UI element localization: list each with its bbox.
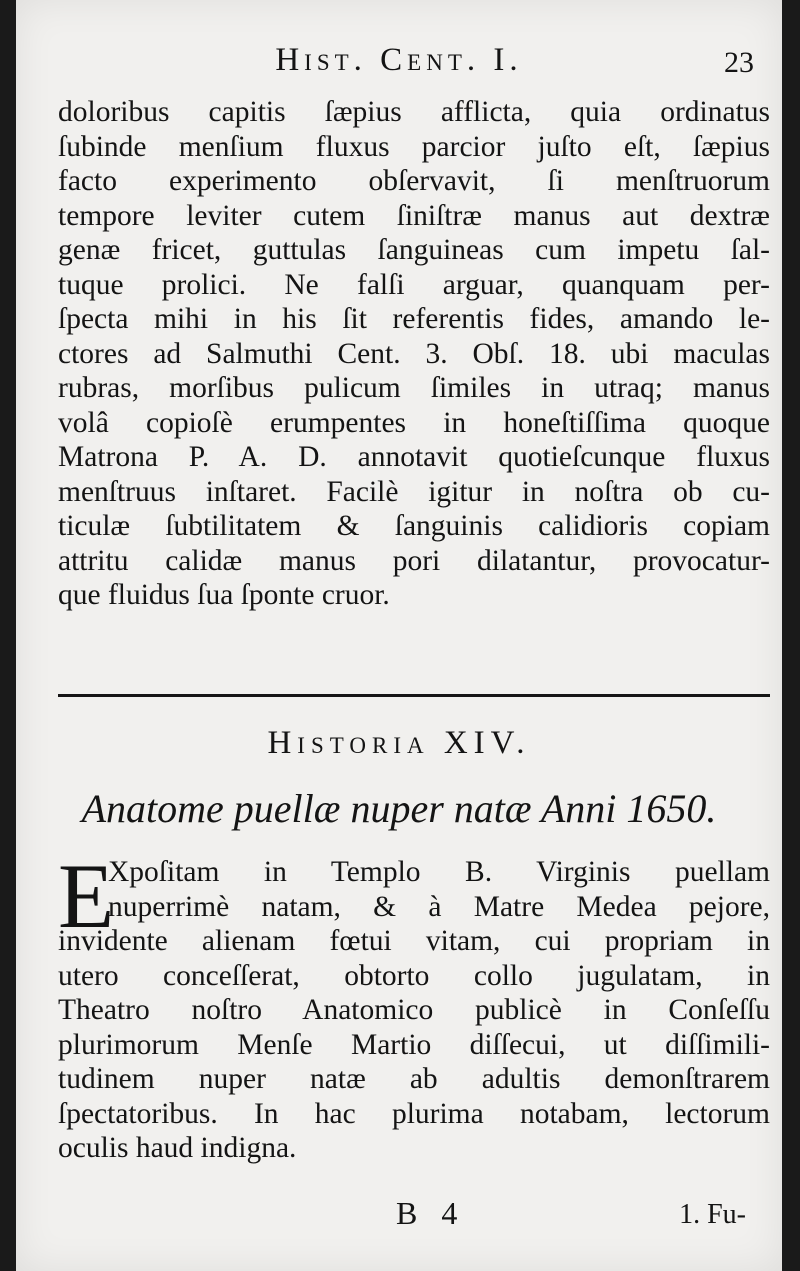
text-line: volâ copioſè erumpentes in honeſtiſſima quoque bbox=[58, 406, 770, 439]
text-line: genæ fricet, guttulas ſanguineas cum impetu ſal- bbox=[58, 234, 770, 266]
text-line: Theatro noſtro Anatomico publicè in Conſeſſu bbox=[58, 994, 770, 1026]
signature-mark: B 4 bbox=[396, 1195, 466, 1231]
text-line: doloribus capitis ſæpius afflicta, quia ordinatus bbox=[58, 96, 770, 128]
text-line: tempore leviter cutem ſiniſtræ manus aut dextræ bbox=[58, 199, 770, 232]
text-line: tudinem nuper natæ ab adultis demonſtrarem bbox=[58, 1063, 770, 1095]
paragraph-continued bbox=[58, 95, 770, 613]
running-title: Hist. Cent. I. bbox=[275, 42, 523, 78]
page-footer bbox=[16, 1195, 782, 1235]
text-line: menſtruus inſtaret. Facilè igitur in noſtra ob cu- bbox=[58, 475, 770, 508]
text-line: ſubinde menſium fluxus parcior juſto eſt, ſæpius bbox=[58, 130, 770, 163]
text-line: que fluidus ſua ſponte cruor. bbox=[58, 579, 390, 611]
drop-cap: E bbox=[58, 845, 115, 947]
text-line: ticulæ ſubtilitatem & ſanguinis calidioris copiam bbox=[58, 510, 770, 542]
text-line: ctores ad Salmuthi Cent. 3. Obſ. 18. ubi maculas bbox=[58, 337, 770, 370]
section-subtitle: Anatome puellæ nuper natæ Anni 1650. bbox=[81, 786, 717, 831]
paragraph-historia-xiv bbox=[58, 855, 770, 1166]
text-line: ſpecta mihi in his ſit referentis fides, amando le- bbox=[58, 303, 770, 335]
page-header bbox=[16, 42, 782, 92]
section-heading: Historia XIV. bbox=[267, 725, 531, 761]
text-line: tuque prolici. Ne falſi arguar, quanquam per- bbox=[58, 268, 770, 301]
text-line: utero conceſſerat, obtorto collo jugulatam, in bbox=[58, 959, 770, 992]
text-line: rubras, morſibus pulicum ſimiles in utraq; manus bbox=[58, 372, 770, 404]
section-divider bbox=[58, 694, 770, 697]
text-line: invidente alienam fœtui vitam, cui propriam in bbox=[58, 925, 770, 957]
text-line: oculis haud indigna. bbox=[58, 1132, 297, 1164]
text-line: nuperrimè natam, & à Matre Medea pejore, bbox=[108, 890, 770, 923]
text-line: Xpoſitam in Templo B. Virginis puellam bbox=[108, 856, 770, 888]
text-line: attritu calidæ manus pori dilatantur, provocatur- bbox=[58, 544, 770, 577]
text-line: ſpectatoribus. In hac plurima notabam, lectorum bbox=[58, 1097, 770, 1130]
page-number: 23 bbox=[724, 46, 754, 79]
text-line: facto experimento obſervavit, ſi menſtruorum bbox=[58, 165, 770, 197]
text-line: plurimorum Menſe Martio diſſecui, ut diſſimili- bbox=[58, 1028, 770, 1061]
text-line: Matrona P. A. D. annotavit quotieſcunque fluxus bbox=[58, 441, 770, 473]
book-page bbox=[16, 0, 782, 1271]
catchword: 1. Fu- bbox=[679, 1199, 746, 1230]
